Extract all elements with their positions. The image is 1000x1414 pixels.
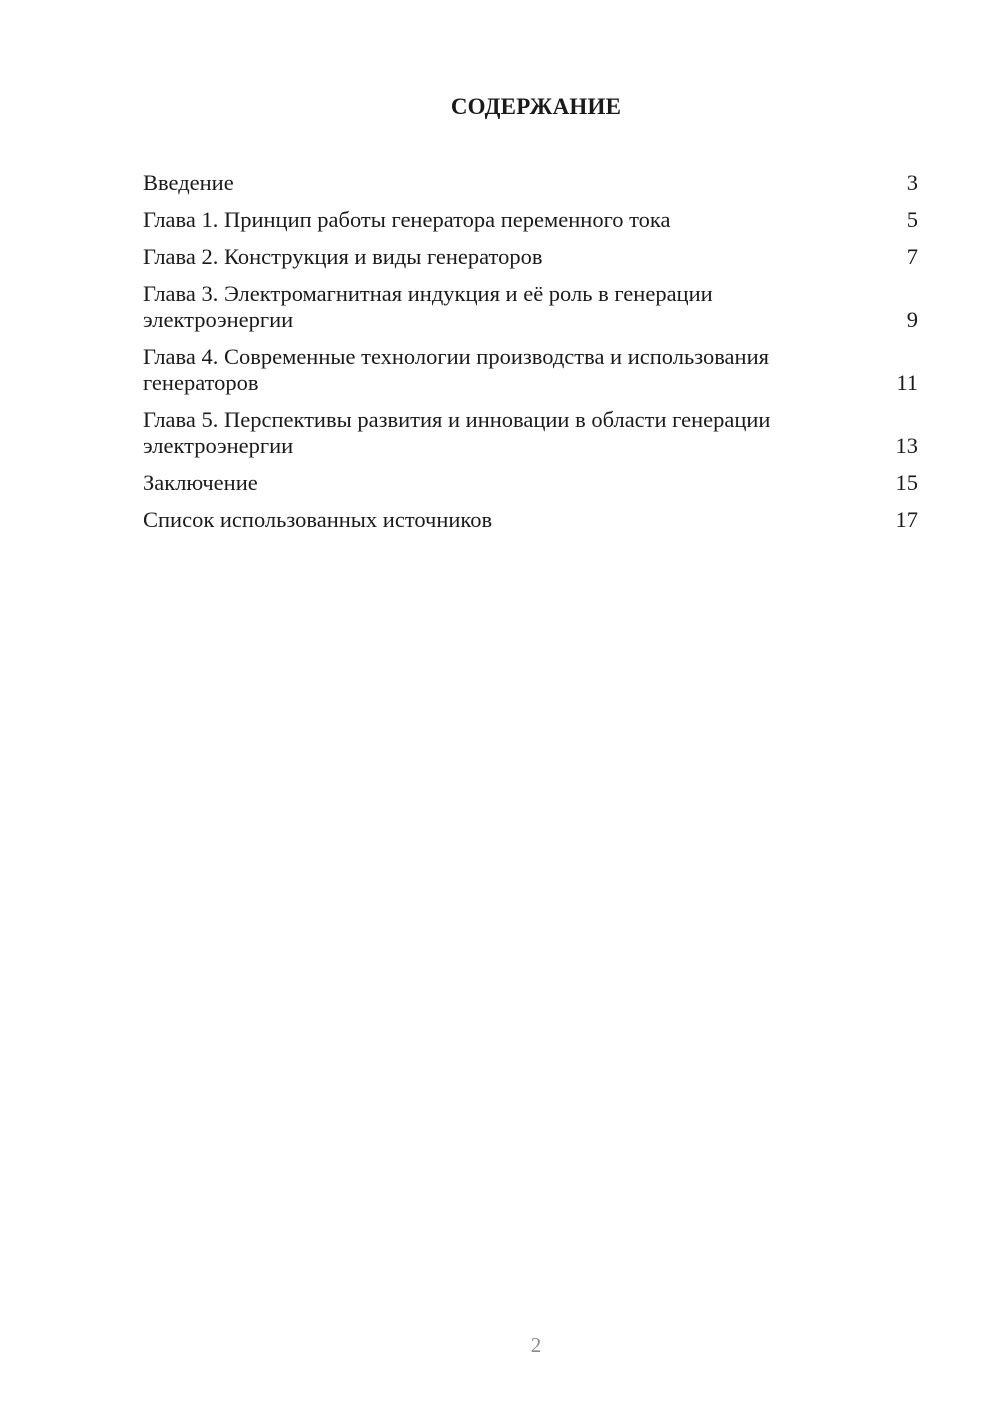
toc-item-page: 11 [896,370,918,395]
toc-item-text: Заключение [143,470,258,495]
toc-item-text: Глава 3. Электромагнитная индукция и её роль в генерации электроэнергии [143,281,713,332]
toc-item-text: Глава 1. Принцип работы генератора переменного тока [143,207,671,232]
toc-item-text: Глава 4. Современные технологии производства и использования генераторов [143,344,769,395]
toc-title: СОДЕРЖАНИЕ [450,94,622,119]
toc-list [143,170,918,544]
toc-item-page: 17 [895,507,918,532]
toc-item-page: 9 [906,307,918,332]
toc-item-chapter-4 [143,344,918,396]
toc-item-page: 5 [906,207,918,232]
toc-item-text: Глава 5. Перспективы развития и инновации в области генерации электроэнергии [143,407,771,458]
toc-item-chapter-3 [143,281,918,333]
page-number: 2 [530,1333,542,1357]
toc-item-text: Введение [143,170,234,195]
toc-item-page: 13 [895,433,918,458]
toc-item-references [143,507,918,533]
toc-item-chapter-2 [143,244,918,270]
toc-item-conclusion [143,470,918,496]
toc-item-chapter-1 [143,207,918,233]
toc-item-page: 15 [895,470,918,495]
toc-item-text: Список использованных источников [143,507,493,532]
toc-item-chapter-5 [143,407,918,459]
toc-item-introduction [143,170,918,196]
toc-item-page: 7 [906,244,918,269]
toc-item-text: Глава 2. Конструкция и виды генераторов [143,244,543,269]
toc-item-page: 3 [906,170,918,195]
